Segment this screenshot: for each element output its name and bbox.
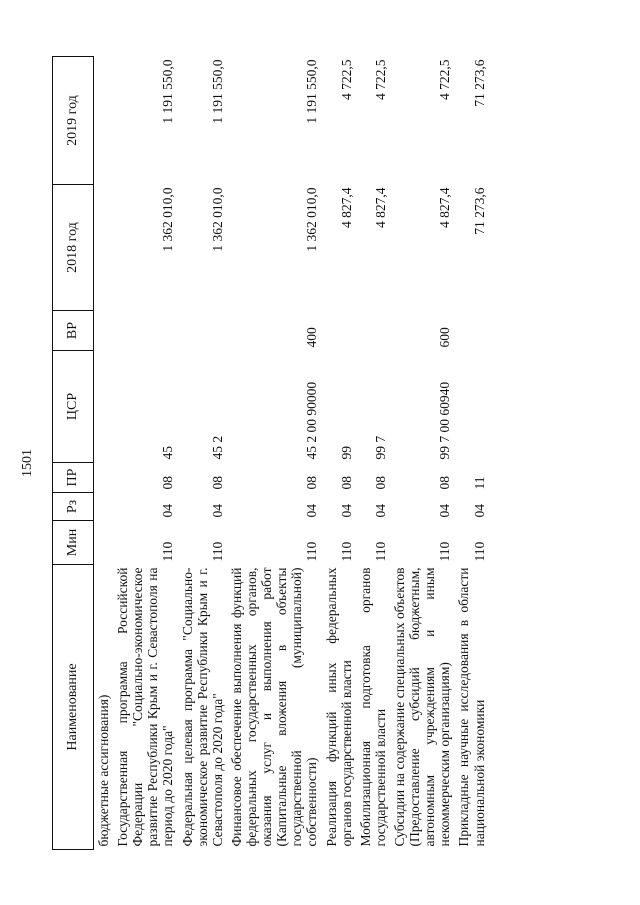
row-min: 110: [471, 541, 487, 562]
row-2019: 4 722,5: [372, 59, 388, 100]
table-header-row: [53, 57, 94, 850]
row-2019: 1 191 550,0: [209, 59, 225, 124]
col-header-rz: Рз: [53, 493, 94, 521]
col-header-2019: 2019 год: [53, 57, 94, 185]
row-pr: 08: [160, 476, 176, 490]
row-vr: 400: [304, 327, 320, 348]
row-2018: 1 362 010,0: [160, 187, 176, 252]
table-row: [94, 57, 116, 850]
row-name: Мобилизационная подготовка органов государственной власти: [357, 567, 388, 847]
row-vr: [115, 311, 179, 351]
row-min: 110: [209, 541, 225, 562]
row-min: 110: [304, 541, 320, 562]
row-rz: 04: [471, 504, 487, 518]
row-csr: 45: [160, 446, 176, 460]
row-min: 110: [338, 541, 354, 562]
row-name: Финансовое обеспечение выполнения функций федеральных государственных органов, оказания услуг и выполнения работ (Капитальные вложения в объекты государственной (муниципальной) собственности): [228, 567, 320, 847]
row-pr: 08: [304, 476, 320, 490]
row-rz: 04: [437, 504, 453, 518]
row-pr: 08: [372, 476, 388, 490]
row-csr: [456, 351, 490, 463]
row-rz: 04: [304, 504, 320, 518]
col-header-name: Наименование: [53, 565, 94, 850]
col-header-min: Мин: [53, 521, 94, 565]
row-name: Реализация функций иных федеральных органов государственной власти: [323, 567, 354, 847]
row-csr: 45 2 00 90000: [304, 381, 320, 460]
row-min: [94, 521, 116, 565]
budget-table: [52, 56, 491, 850]
row-csr: 99: [338, 446, 354, 460]
col-header-vr: ВР: [53, 311, 94, 351]
row-pr: 11: [471, 476, 487, 490]
row-pr: 08: [209, 476, 225, 490]
row-2018: 4 827,4: [437, 187, 453, 228]
col-header-2018: 2018 год: [53, 185, 94, 311]
row-pr: 08: [437, 476, 453, 490]
row-2018: 71 273,6: [471, 187, 487, 235]
row-2019: 1 191 550,0: [160, 59, 176, 124]
row-2019: 1 191 550,0: [304, 59, 320, 124]
table-row: [324, 57, 358, 850]
row-rz: 04: [372, 504, 388, 518]
table-row: [456, 57, 490, 850]
row-pr: 08: [338, 476, 354, 490]
row-csr: 45 2: [209, 435, 225, 460]
row-vr: [324, 311, 358, 351]
table-row: [229, 57, 324, 850]
row-rz: 04: [338, 504, 354, 518]
row-2019: 4 722,5: [338, 59, 354, 100]
row-name: бюджетные ассигнования): [96, 694, 111, 847]
table-row: [358, 57, 392, 850]
row-csr: [94, 351, 116, 463]
row-2018: [94, 185, 116, 311]
page-number: 1501: [20, 449, 35, 477]
row-vr: [180, 311, 229, 351]
row-min: 110: [372, 541, 388, 562]
row-name: Прикладные научные исследования в области национальной экономики: [456, 567, 487, 847]
row-name: Государственная программа Российской Федерации "Социально-экономическое развитие Республики Крым и г. Севастополя на период до 2020 года": [115, 567, 176, 847]
row-vr: [358, 311, 392, 351]
col-header-pr: ПР: [53, 463, 94, 493]
row-min: 110: [160, 541, 176, 562]
row-rz: 04: [209, 504, 225, 518]
row-2018: 1 362 010,0: [209, 187, 225, 252]
table-row: [115, 57, 179, 850]
table-row: [392, 57, 456, 850]
row-2018: 1 362 010,0: [304, 187, 320, 252]
row-rz: 04: [160, 504, 176, 518]
row-vr: 600: [437, 327, 453, 348]
row-vr: [456, 311, 490, 351]
col-header-csr: ЦСР: [53, 351, 94, 463]
row-csr: 99 7: [372, 435, 388, 460]
row-pr: [94, 463, 116, 493]
row-name: Субсидии на содержание специальных объектов (Предоставление субсидий бюджетным, автономным учреждениям и иным некоммерческим организациям): [391, 567, 453, 847]
row-vr: [94, 311, 116, 351]
row-2019: 4 722,5: [437, 59, 453, 100]
row-2018: 4 827,4: [372, 187, 388, 228]
row-2018: 4 827,4: [338, 187, 354, 228]
row-rz: [94, 493, 116, 521]
row-2019: 71 273,6: [471, 59, 487, 107]
table-row: [180, 57, 229, 850]
row-csr: 99 7 00 60940: [437, 381, 453, 460]
row-min: 110: [437, 541, 453, 562]
row-2019: [94, 57, 116, 185]
row-name: Федеральная целевая программа "Социально-экономическое развитие Республики Крым и г. Севастополя до 2020 года": [179, 567, 225, 847]
